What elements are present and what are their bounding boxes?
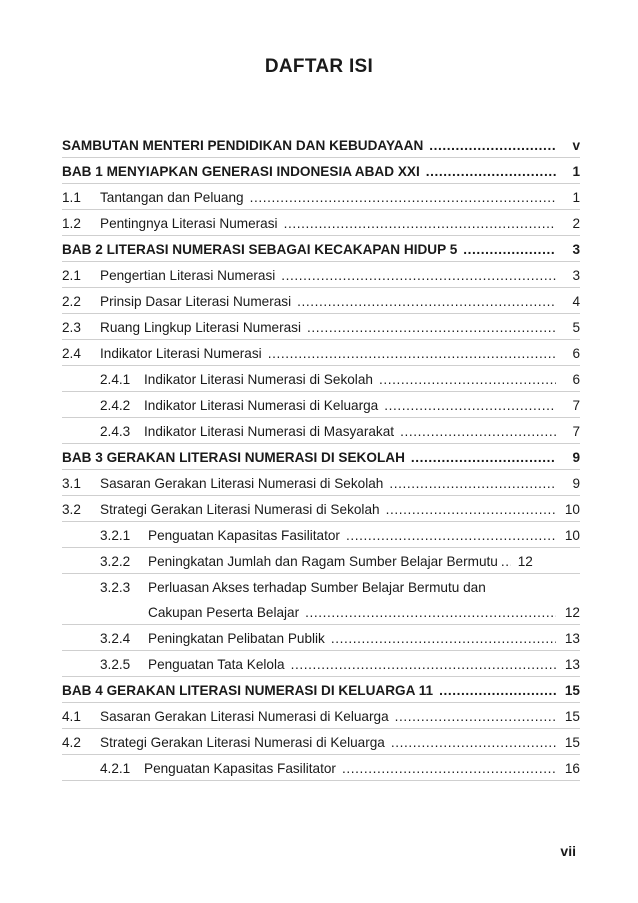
toc-entry-page: 6 <box>572 346 580 361</box>
toc-entry-number: 2.4.2 <box>100 398 131 413</box>
leader-dots <box>439 683 556 702</box>
toc-entry-text: Indikator Literasi Numerasi di Sekolah <box>144 372 373 387</box>
toc-entry-page: 3 <box>572 268 580 283</box>
toc-entry[interactable] <box>62 288 580 314</box>
leader-dots <box>463 242 556 261</box>
toc-entry-text: Prinsip Dasar Literasi Numerasi <box>100 294 292 309</box>
toc-entry-number: 1.2 <box>62 216 81 231</box>
toc-entry[interactable] <box>62 548 580 574</box>
toc-entry-page: 1 <box>572 164 580 179</box>
toc-entry-text: BAB 3 GERAKAN LITERASI NUMERASI DI SEKOLAH <box>62 450 405 465</box>
toc-entry-text: SAMBUTAN MENTERI PENDIDIKAN DAN KEBUDAYAAN <box>62 138 424 153</box>
leader-dots <box>291 657 556 676</box>
toc-entry[interactable] <box>62 340 580 366</box>
toc-entry[interactable] <box>62 470 580 496</box>
page-number: vii <box>560 843 576 859</box>
toc-entry-number: 3.2.4 <box>100 631 131 646</box>
leader-dots <box>395 709 556 728</box>
leader-dots <box>284 216 556 235</box>
toc-entry-text: Pengertian Literasi Numerasi <box>100 268 276 283</box>
toc-entry-number: 2.3 <box>62 320 81 335</box>
toc-entry-page: 9 <box>572 450 580 465</box>
toc-entry[interactable] <box>62 366 580 392</box>
toc-entry-number: 3.1 <box>62 476 81 491</box>
toc-entry-page: 10 <box>564 528 580 543</box>
toc-entry[interactable] <box>62 522 580 548</box>
toc-entry-number: 3.2.2 <box>100 554 131 569</box>
toc-entry[interactable] <box>62 184 580 210</box>
toc-entry-page: 15 <box>564 709 580 724</box>
toc-entry-page: 3 <box>572 242 580 257</box>
toc-entry[interactable] <box>62 418 580 444</box>
toc-entry-text: Indikator Literasi Numerasi di Keluarga <box>144 398 379 413</box>
toc-entry-text: Tantangan dan Peluang <box>100 190 244 205</box>
leader-dots <box>342 761 556 780</box>
toc-entry[interactable] <box>62 132 580 158</box>
toc-entry-number: 4.2 <box>62 735 81 750</box>
toc-entry[interactable] <box>62 392 580 418</box>
toc-entry-page: 12 <box>564 605 580 620</box>
toc-entry-text: Sasaran Gerakan Literasi Numerasi di Sekolah <box>100 476 384 491</box>
toc-entry-text: Penguatan Tata Kelola <box>148 657 285 672</box>
leader-dots <box>297 294 556 313</box>
toc-entry-number: 3.2.5 <box>100 657 131 672</box>
toc-entry-number: 3.2 <box>62 502 81 517</box>
leader-dots <box>307 320 556 339</box>
toc-entry-number: 2.4 <box>62 346 81 361</box>
leader-dots <box>268 346 556 365</box>
toc-entry[interactable] <box>62 236 580 262</box>
toc-entry-number: 4.1 <box>62 709 81 724</box>
leader-dots <box>331 631 556 650</box>
toc-entry-text: Ruang Lingkup Literasi Numerasi <box>100 320 301 335</box>
toc-entry-number: 2.2 <box>62 294 81 309</box>
toc-entry-page: 15 <box>564 735 580 750</box>
toc-entry-text: BAB 1 MENYIAPKAN GENERASI INDONESIA ABAD XXI <box>62 164 420 179</box>
toc-entry[interactable] <box>62 729 580 755</box>
toc-entry-page: 7 <box>572 424 580 439</box>
toc-entry-text: Peningkatan Jumlah dan Ragam Sumber Belajar Bermutu <box>148 554 498 569</box>
table-of-contents <box>62 132 580 781</box>
toc-entry-page: 9 <box>572 476 580 491</box>
toc-entry-page: 7 <box>572 398 580 413</box>
toc-entry[interactable] <box>62 677 580 703</box>
leader-dots <box>250 190 556 209</box>
leader-dots <box>281 268 556 287</box>
toc-entry-continuation[interactable] <box>62 599 580 625</box>
toc-entry-number: 2.4.1 <box>100 372 131 387</box>
toc-entry-page: 13 <box>564 657 580 672</box>
toc-entry-page: 13 <box>564 631 580 646</box>
toc-entry-text: Penguatan Kapasitas Fasilitator <box>148 528 340 543</box>
toc-entry-page: 10 <box>564 502 580 517</box>
leader-dots <box>426 164 556 183</box>
toc-entry-number: 4.2.1 <box>100 761 131 776</box>
toc-entry-text: Penguatan Kapasitas Fasilitator <box>144 761 336 776</box>
toc-entry-text: Perluasan Akses terhadap Sumber Belajar Bermutu dan <box>148 580 486 595</box>
toc-entry[interactable] <box>62 444 580 470</box>
leader-dots <box>501 554 511 573</box>
toc-entry[interactable] <box>62 574 580 599</box>
toc-entry-page: 15 <box>564 683 580 698</box>
page-title: DAFTAR ISI <box>264 56 374 77</box>
toc-entry[interactable] <box>62 651 580 677</box>
leader-dots <box>400 424 556 443</box>
toc-entry-page: 12 <box>517 554 533 569</box>
toc-entry-page: 2 <box>572 216 580 231</box>
toc-entry-page: v <box>572 138 580 153</box>
toc-entry-text: Indikator Literasi Numerasi di Masyarakat <box>144 424 395 439</box>
toc-entry-page: 4 <box>572 294 580 309</box>
toc-entry-page: 5 <box>572 320 580 335</box>
toc-entry-text: Indikator Literasi Numerasi <box>100 346 262 361</box>
leader-dots <box>386 502 556 521</box>
toc-entry-text: BAB 2 LITERASI NUMERASI SEBAGAI KECAKAPAN HIDUP 5 <box>62 242 458 257</box>
toc-entry-number: 3.2.3 <box>100 580 131 595</box>
leader-dots <box>305 605 556 624</box>
toc-entry-text: Sasaran Gerakan Literasi Numerasi di Keluarga <box>100 709 389 724</box>
toc-entry-number: 3.2.1 <box>100 528 131 543</box>
toc-entry-page: 1 <box>572 190 580 205</box>
toc-entry-text: Strategi Gerakan Literasi Numerasi di Sekolah <box>100 502 380 517</box>
toc-entry[interactable] <box>62 314 580 340</box>
toc-entry[interactable] <box>62 210 580 236</box>
toc-entry[interactable] <box>62 158 580 184</box>
toc-entry-text: Strategi Gerakan Literasi Numerasi di Keluarga <box>100 735 385 750</box>
toc-entry[interactable] <box>62 703 580 729</box>
leader-dots <box>411 450 556 469</box>
toc-entry-page: 16 <box>564 761 580 776</box>
toc-entry[interactable] <box>62 262 580 288</box>
toc-entry-page: 6 <box>572 372 580 387</box>
toc-entry-number: 1.1 <box>62 190 81 205</box>
toc-entry-text: BAB 4 GERAKAN LITERASI NUMERASI DI KELUARGA 11 <box>62 683 434 698</box>
leader-dots <box>379 372 556 391</box>
toc-entry[interactable] <box>62 496 580 522</box>
leader-dots <box>391 735 556 754</box>
toc-entry-text: Peningkatan Pelibatan Publik <box>148 631 325 646</box>
toc-entry-number: 2.4.3 <box>100 424 131 439</box>
toc-entry-text: Pentingnya Literasi Numerasi <box>100 216 278 231</box>
toc-entry-number: 2.1 <box>62 268 81 283</box>
toc-entry[interactable] <box>62 625 580 651</box>
toc-entry[interactable] <box>62 755 580 781</box>
leader-dots <box>346 528 556 547</box>
toc-entry-text: Cakupan Peserta Belajar <box>148 605 300 620</box>
leader-dots <box>429 138 556 157</box>
leader-dots <box>384 398 556 417</box>
leader-dots <box>389 476 556 495</box>
